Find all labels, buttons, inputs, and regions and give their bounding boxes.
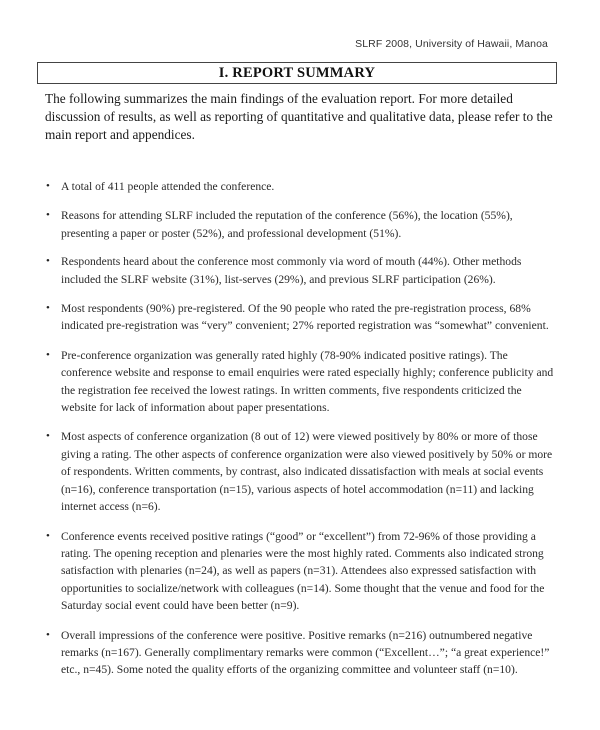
intro-paragraph: The following summarizes the main findings of the evaluation report. For more detailed discussion of results, as well as reporting of quantitative and qualitative data, please refer to the main report and appendices.	[45, 91, 553, 142]
running-header: SLRF 2008, University of Hawaii, Manoa	[355, 38, 548, 50]
section-title: I. REPORT SUMMARY	[218, 64, 376, 81]
finding-item	[43, 178, 556, 195]
finding-text: A total of 411 people attended the conference.	[61, 180, 275, 193]
finding-item	[43, 347, 556, 417]
finding-text: Most respondents (90%) pre-registered. Of the 90 people who rated the pre-registration process, 68% indicated pre-registration was “very” convenient; 27% reported registration was “somewhat” convenient.	[61, 302, 549, 333]
finding-item	[43, 627, 556, 679]
finding-item	[43, 300, 556, 335]
finding-item	[43, 528, 556, 615]
finding-text: Conference events received positive ratings (“good” or “excellent”) from 72-96% of those providing a rating. The opening reception and plenaries were the most highly rated. Comments also indicated strong satisfaction with plenaries (n=24), as well as papers (n=31). Attendees also expressed satisfaction with opportunities to socialize/network with colleagues (n=14). Some thought that the venue and food for the Saturday social event could have been better (n=9).	[61, 529, 545, 613]
bullet-icon: •	[46, 529, 50, 542]
finding-text: Overall impressions of the conference were positive. Positive remarks (n=216) outnumbered negative remarks (n=167). Generally complimentary remarks were common (“Excellent…”; “a great experience!” etc., n=45). Some noted the quality efforts of the organizing committee and volunteer staff (n=10).	[61, 628, 550, 677]
finding-item	[43, 207, 556, 242]
bullet-icon: •	[46, 430, 50, 443]
bullet-icon: •	[46, 180, 50, 192]
finding-text: Reasons for attending SLRF included the reputation of the conference (56%), the location (55%), presenting a paper or poster (52%), and professional development (51%).	[61, 209, 513, 240]
bullet-icon: •	[46, 209, 50, 222]
bullet-icon: •	[46, 302, 50, 315]
finding-text: Pre-conference organization was generally rated highly (78-90% indicated positive ratings). The conference website and response to email enquiries were rated especially highly; conference publicity and the registration fee received the lowest ratings. In written comments, five respondents criticized the website for lack of information about paper presentations.	[61, 348, 554, 415]
finding-item	[43, 253, 556, 288]
findings-list	[43, 178, 556, 691]
section-heading-box	[37, 62, 557, 84]
bullet-icon: •	[46, 255, 50, 268]
bullet-icon: •	[46, 628, 50, 641]
finding-item	[43, 428, 556, 515]
finding-text: Most aspects of conference organization (8 out of 12) were viewed positively by 80% or more of those giving a rating. The other aspects of conference organization were also viewed positively by 50% or more of respondents. Written comments, by contrast, also indicated dissatisfaction with meals at social events (n=16), conference transportation (n=15), various aspects of hotel accommodation (n=11) and lacking internet access (n=6).	[61, 430, 553, 514]
finding-text: Respondents heard about the conference most commonly via word of mouth (44%). Other methods included the SLRF website (31%), list-serves (29%), and previous SLRF participation (26%).	[61, 255, 522, 286]
bullet-icon: •	[46, 348, 50, 361]
